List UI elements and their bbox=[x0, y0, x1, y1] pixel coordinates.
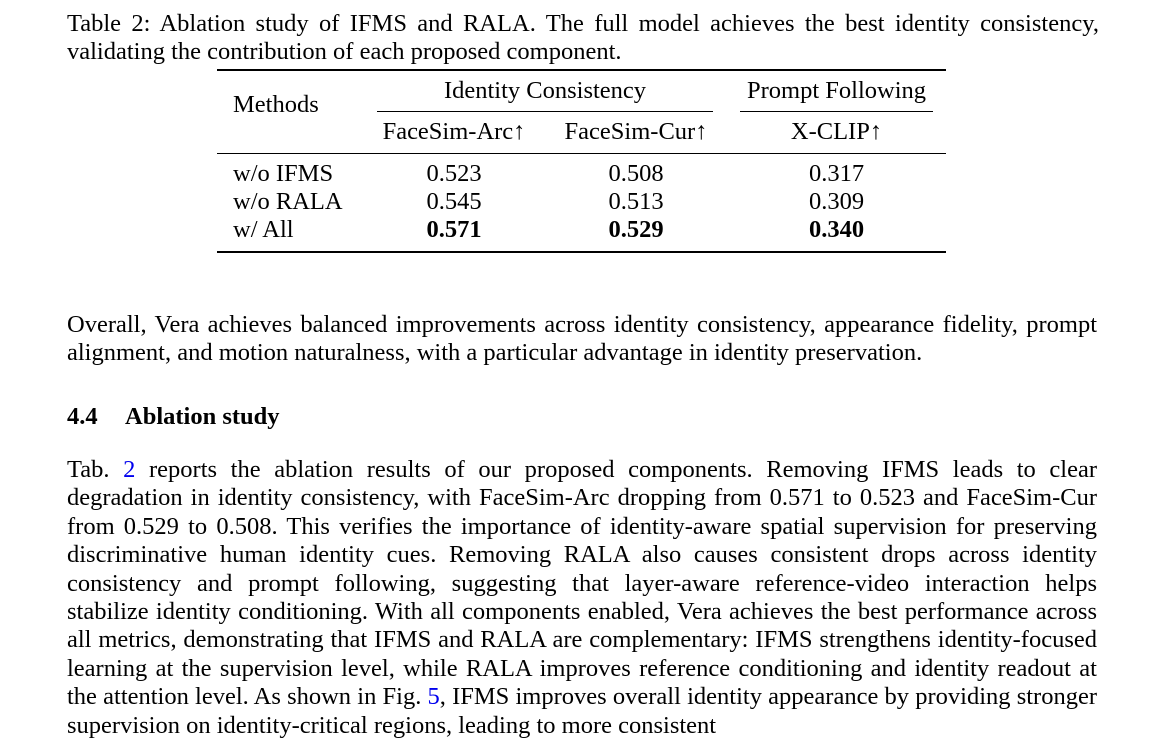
row-clip-value: 0.317 bbox=[808, 160, 865, 187]
ablation-paragraph-prefix: Tab. bbox=[67, 456, 124, 483]
prompt-following-header: Prompt Following bbox=[746, 77, 926, 104]
row-cur-value: 0.508 bbox=[608, 160, 664, 187]
ablation-paragraph-text-end: , IFMS improves overall identity appearance by providing stronger supervision on identity-critical regions, leading to more consistent bbox=[67, 683, 1097, 739]
table-top-rule bbox=[217, 69, 946, 71]
ablation-paragraph bbox=[67, 456, 1097, 740]
table-mid-rule bbox=[217, 153, 946, 154]
section-heading bbox=[67, 403, 280, 431]
section-number: 4.4 bbox=[67, 403, 98, 430]
overall-paragraph: Overall, Vera achieves balanced improvements across identity consistency, appearance fidelity, prompt alignment, and motion naturalness, with a particular advantage in identity preservation. bbox=[67, 311, 1097, 367]
row-method: w/o RALA bbox=[233, 188, 343, 215]
row-clip-value-best: 0.340 bbox=[808, 216, 865, 243]
table-bottom-rule bbox=[217, 251, 946, 253]
table-caption-label: Table 2: bbox=[67, 10, 151, 37]
row-cur-value-best: 0.529 bbox=[608, 216, 664, 243]
ablation-paragraph-text: reports the ablation results of our proposed components. Removing IFMS leads to clear degradation in identity consistency, with FaceSim-Arc dropping from 0.571 to 0.523 and FaceSim-Cur from 0.529 to 0.508. This verifies the importance of identity-aware spatial supervision for preserving discriminative human identity cues. Removing RALA also causes consistent drops across identity consistency and prompt following, suggesting that layer-aware reference-video interaction helps stabilize identity conditioning. With all components enabled, Vera achieves the best performance across all metrics, demonstrating that IFMS and RALA are complementary: IFMS strengthens identity-focused learning at the supervision level, while RALA improves reference conditioning and identity readout at the attention level. As shown in Fig. bbox=[67, 456, 1098, 711]
section-title: Ablation study bbox=[125, 403, 280, 430]
row-arc-value: 0.545 bbox=[426, 188, 482, 215]
table-caption-text: Ablation study of IFMS and RALA. The full model achieves the best identity consistency, validating the contribution of each proposed component. bbox=[67, 10, 1099, 66]
row-cur-value: 0.513 bbox=[608, 188, 664, 215]
row-clip-value: 0.309 bbox=[808, 188, 865, 215]
xclip-header: X-CLIP↑ bbox=[790, 118, 883, 145]
row-arc-value-best: 0.571 bbox=[426, 216, 482, 243]
table-caption bbox=[67, 10, 1099, 67]
row-method: w/ All bbox=[233, 216, 294, 243]
facesim-cur-header: FaceSim-Cur↑ bbox=[564, 118, 708, 145]
identity-consistency-header: Identity Consistency bbox=[443, 77, 647, 104]
row-arc-value: 0.523 bbox=[426, 160, 482, 187]
table-reference-link[interactable]: 2 bbox=[123, 456, 136, 483]
methods-header: Methods bbox=[233, 91, 319, 118]
identity-consistency-rule bbox=[377, 111, 713, 112]
prompt-following-rule bbox=[740, 111, 933, 112]
row-method: w/o IFMS bbox=[233, 160, 334, 187]
figure-reference-link[interactable]: 5 bbox=[427, 683, 440, 711]
facesim-arc-header: FaceSim-Arc↑ bbox=[382, 118, 526, 145]
